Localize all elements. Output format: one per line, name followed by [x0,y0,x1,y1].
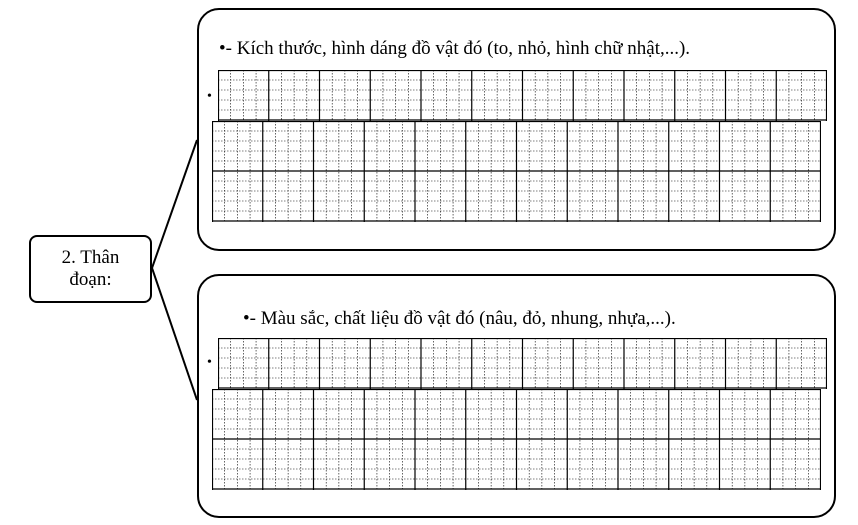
writing-grid-rows-2-3 [212,389,821,490]
instruction-label: - Màu sắc, chất liệu đồ vật đó (nâu, đỏ, nhung, nhựa,...). [249,308,676,329]
row-bullet: • [207,355,212,370]
instruction-bullet: • [243,308,250,329]
instruction-text [219,38,690,60]
row-bullet: • [207,89,212,104]
writing-grid-row-1 [218,70,827,121]
instruction-bullet: • [219,38,226,59]
writing-grid-row-1 [218,338,827,389]
instruction-label: - Kích thước, hình dáng đồ vật đó (to, nhỏ, hình chữ nhật,...). [225,38,691,59]
writing-grid-rows-2-3 [212,121,821,222]
section-label-box [29,235,152,303]
connector-to-top-panel [152,140,197,268]
connector-to-bottom-panel [152,268,197,400]
section-label-line1: 2. Thân [61,247,120,268]
section-label-line2: đoạn: [69,269,112,290]
instruction-text [243,308,676,330]
